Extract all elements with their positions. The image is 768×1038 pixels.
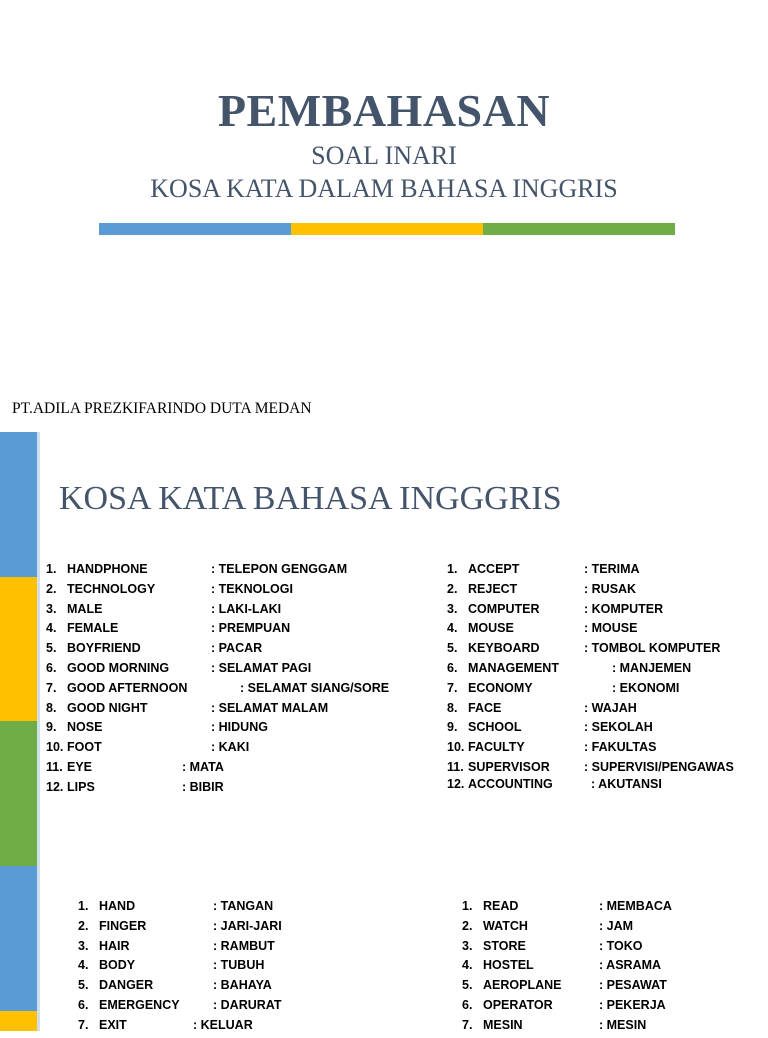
vocab-english: READ [483, 899, 519, 913]
vocab-english: NOSE [67, 720, 103, 735]
title-slide [0, 0, 768, 432]
vocab-english: ECONOMY [468, 680, 533, 695]
vocab-translation: : BAHAYA [213, 978, 272, 993]
vocab-english: OPERATOR [483, 997, 553, 1012]
vocab-translation: : FAKULTAS [584, 740, 657, 755]
vocab-number: 1. [78, 899, 89, 913]
vocab-english: FINGER [99, 918, 147, 933]
vocab-number: 6. [46, 660, 57, 675]
vocab-number: 7. [78, 1017, 89, 1032]
vocab-number: 3. [447, 601, 458, 616]
vocab-translation: : KOMPUTER [584, 601, 664, 616]
vocab-number: 7. [46, 680, 57, 695]
vocab-number: 1. [447, 562, 458, 576]
vocab-english: MESIN [483, 1017, 523, 1032]
vocab-number: 11. [447, 759, 464, 774]
slide-subtitle-1: SOAL INARI [311, 141, 457, 170]
vocab-translation: : HIDUNG [211, 720, 268, 735]
vocab-english: HAND [99, 899, 136, 913]
vocab-number: 4. [46, 621, 57, 636]
vocab-translation: : MANJEMEN [612, 660, 692, 675]
accent-bar-blue [99, 223, 291, 235]
vocab-english: GOOD NIGHT [67, 700, 148, 715]
vocab-english: HANDPHONE [67, 562, 148, 576]
vocabulary-heading: KOSA KATA BAHASA INGGGRIS [59, 480, 562, 517]
vocab-english: REJECT [468, 581, 518, 596]
vocab-english: AEROPLANE [483, 978, 562, 993]
vocab-english: HAIR [99, 938, 130, 953]
vocab-number: 12. [46, 779, 64, 794]
vocab-number: 6. [447, 660, 458, 675]
vocab-number: 3. [78, 938, 89, 953]
accent-bar-green [483, 223, 675, 235]
vocab-english: EXIT [99, 1017, 127, 1032]
vocab-number: 11. [46, 759, 63, 774]
vocab-number: 4. [78, 958, 89, 973]
vocab-translation: : JAM [599, 918, 634, 933]
vocab-translation: : TUBUH [213, 958, 265, 973]
vocab-english: FACE [468, 700, 502, 715]
vocab-number: 5. [46, 641, 57, 656]
vocab-number: 6. [462, 997, 473, 1012]
vocab-english: GOOD AFTERNOON [67, 680, 188, 695]
vocab-english: EYE [67, 759, 93, 774]
vocab-english: FOOT [67, 740, 102, 755]
vocab-number: 10. [46, 740, 64, 755]
slide-title: PEMBAHASAN [217, 85, 551, 136]
vocab-number: 8. [447, 700, 458, 715]
vocab-translation: : DARURAT [213, 997, 282, 1012]
vocab-translation: : TELEPON GENGGAM [211, 562, 348, 576]
vocab-translation: : SUPERVISI/PENGAWAS [584, 759, 734, 774]
vocab-number: 10. [447, 740, 465, 755]
vocab-translation: : SELAMAT SIANG/SORE [240, 680, 390, 695]
vocab-translation: : KAKI [211, 740, 250, 755]
vocab-number: 2. [78, 918, 89, 933]
vocab-number: 1. [462, 899, 473, 913]
vocab-translation: : MEMBACA [599, 899, 672, 913]
vocab-translation: : BIBIR [182, 779, 224, 794]
vocab-translation: : KELUAR [193, 1017, 253, 1032]
vocabulary-slide-2 [0, 866, 768, 1032]
vocab-translation: : TERIMA [584, 562, 640, 576]
vocab-number: 12. [447, 776, 465, 791]
side-stripe-yellow [0, 577, 37, 721]
vocab-english: ACCOUNTING [468, 776, 553, 791]
vocab-translation: : SELAMAT PAGI [211, 660, 312, 675]
vocab-english: WATCH [483, 918, 528, 933]
accent-bar-yellow [291, 223, 483, 235]
vocab-english: COMPUTER [468, 601, 540, 616]
vocab-english: FACULTY [468, 740, 525, 755]
vocab-number: 7. [447, 680, 458, 695]
vocab-number: 2. [447, 581, 458, 596]
vocab-english: TECHNOLOGY [67, 581, 156, 596]
vocab-translation: : EKONOMI [612, 680, 680, 695]
vocab-translation: : AKUTANSI [591, 776, 662, 791]
side-stripe-blue [0, 866, 37, 1011]
vocab-english: KEYBOARD [468, 641, 540, 656]
slide-subtitle-2: KOSA KATA DALAM BAHASA INGGRIS [150, 174, 618, 203]
vocab-translation: : MATA [182, 759, 224, 774]
side-stripe-yellow [0, 1011, 37, 1031]
company-name: PT.ADILA PREZKIFARINDO DUTA MEDAN [12, 400, 312, 417]
vocab-english: SUPERVISOR [468, 759, 550, 774]
vocab-number: 7. [462, 1017, 473, 1032]
vocab-number: 9. [46, 720, 57, 735]
vocab-english: SCHOOL [468, 720, 522, 735]
side-stripe-blue [0, 432, 37, 577]
vocab-number: 2. [462, 918, 473, 933]
vocabulary-slide-1 [0, 432, 768, 866]
vocab-number: 1. [46, 562, 57, 576]
vocab-translation: : SEKOLAH [584, 720, 653, 735]
vocab-translation: : PACAR [211, 641, 263, 656]
vocab-number: 3. [462, 938, 473, 953]
vocab-number: 4. [462, 958, 473, 973]
vocab-number: 6. [78, 997, 89, 1012]
vocab-translation: : LAKI-LAKI [211, 601, 282, 616]
vocab-translation: : JARI-JARI [213, 918, 282, 933]
vocab-english: LIPS [67, 779, 95, 794]
vocab-translation: : RAMBUT [213, 938, 275, 953]
vocab-english: MOUSE [468, 621, 514, 636]
vocab-english: ACCEPT [468, 562, 520, 576]
vocab-translation: : PESAWAT [599, 978, 667, 993]
vocab-english: MALE [67, 601, 103, 616]
vocab-translation: : SELAMAT MALAM [211, 700, 329, 715]
vocab-english: FEMALE [67, 621, 119, 636]
vocab-translation: : PEKERJA [599, 997, 666, 1012]
vocab-number: 3. [46, 601, 57, 616]
vocab-number: 5. [462, 978, 473, 993]
vocab-translation: : TANGAN [213, 899, 274, 913]
vocab-english: BOYFRIEND [67, 641, 141, 656]
vocab-english: DANGER [99, 978, 154, 993]
vocab-translation: : MOUSE [584, 621, 638, 636]
vocab-number: 8. [46, 700, 57, 715]
vocab-english: HOSTEL [483, 958, 534, 973]
vocab-english: GOOD MORNING [67, 660, 170, 675]
vocab-number: 5. [78, 978, 89, 993]
vocab-english: STORE [483, 938, 526, 953]
vocab-number: 4. [447, 621, 458, 636]
vocab-translation: : TOKO [599, 938, 643, 953]
vocab-english: MANAGEMENT [468, 660, 559, 675]
vocab-translation: : MESIN [599, 1017, 647, 1032]
vocab-number: 2. [46, 581, 57, 596]
vocab-translation: : TOMBOL KOMPUTER [584, 641, 721, 656]
side-stripe-green [0, 721, 37, 866]
vocab-translation: : RUSAK [584, 581, 637, 596]
vocab-english: BODY [99, 958, 136, 973]
vocab-translation: : PREMPUAN [211, 621, 291, 636]
vocab-translation: : TEKNOLOGI [211, 581, 293, 596]
vocab-number: 9. [447, 720, 458, 735]
vocab-english: EMERGENCY [99, 997, 180, 1012]
vocab-number: 5. [447, 641, 458, 656]
vocab-translation: : WAJAH [584, 700, 637, 715]
vocab-translation: : ASRAMA [599, 958, 662, 973]
